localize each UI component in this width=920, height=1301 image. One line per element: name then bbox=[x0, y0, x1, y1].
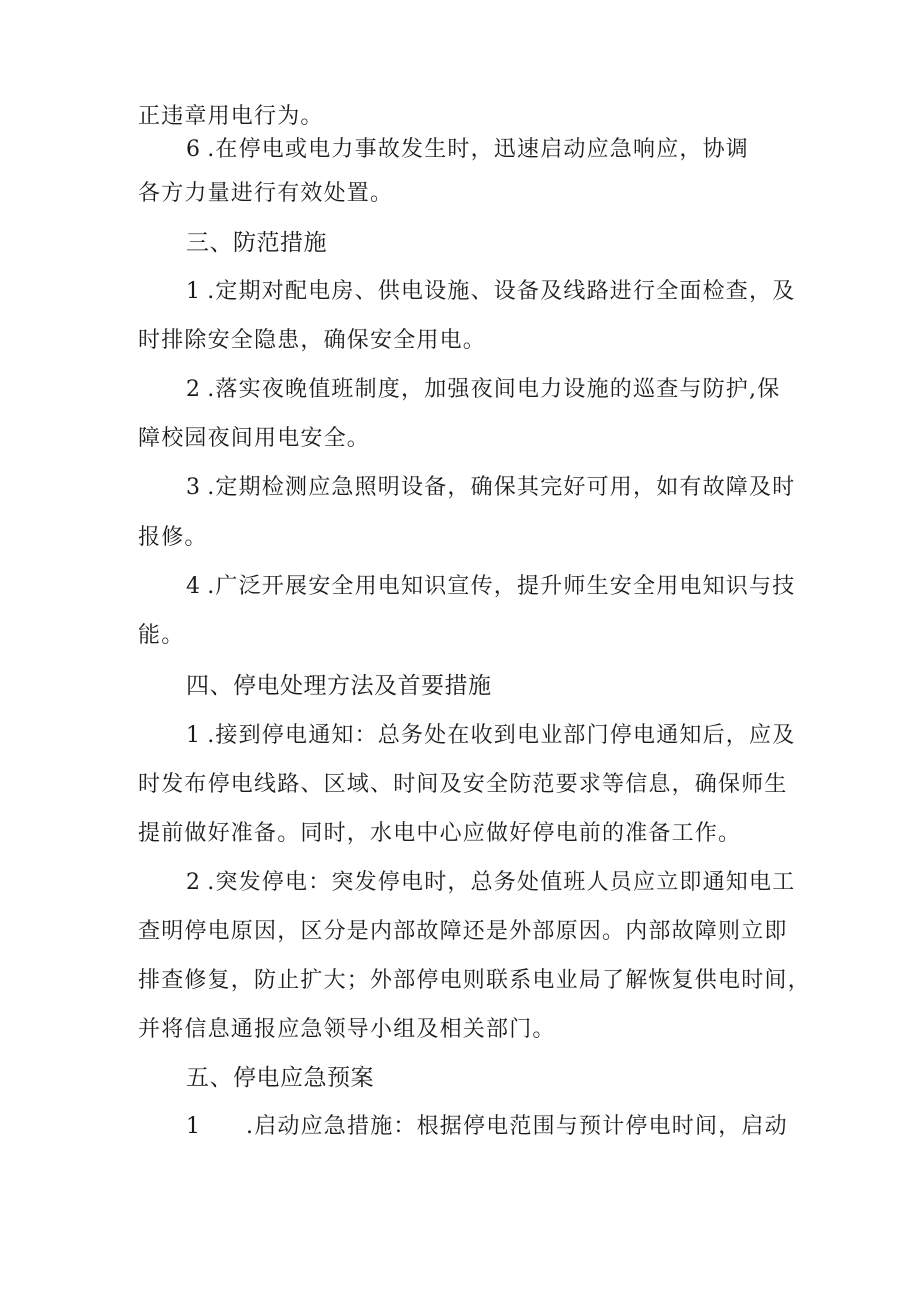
item-text: 各方力量进行有效处置。 bbox=[138, 181, 394, 206]
section-heading-3: 三、防范措施 bbox=[186, 230, 327, 256]
item-text: .定期对配电房、供电设施、设备及线路进行全面检查，及 bbox=[207, 279, 796, 304]
item-text: 报修。 bbox=[138, 525, 208, 550]
s4-item-1-line-3 bbox=[138, 820, 741, 848]
item-text: .定期检测应急照明设备，确保其完好可用，如有故障及时 bbox=[207, 475, 796, 500]
item-text: 时发布停电线路、区域、时间及安全防范要求等信息，确保师生 bbox=[138, 772, 788, 797]
item-text: .落实夜晚值班制度，加强夜间电力设施的巡查与防护,保 bbox=[207, 377, 781, 402]
s3-item-2-line-1 bbox=[186, 376, 780, 404]
item-number: 1 bbox=[186, 279, 202, 304]
s4-item-2-line-2 bbox=[138, 918, 788, 946]
s3-item-1-line-1 bbox=[186, 278, 795, 306]
item-number: 2 bbox=[186, 377, 202, 402]
s3-item-4-line-1 bbox=[186, 573, 795, 601]
paragraph-continuation bbox=[138, 103, 324, 131]
section-heading-4: 四、停电处理方法及首要措施 bbox=[186, 673, 492, 699]
s3-item-2-line-2 bbox=[138, 425, 370, 453]
s4-item-2-line-3 bbox=[138, 967, 811, 995]
item-text: .广泛开展安全用电知识宣传，提升师生安全用电知识与技 bbox=[207, 574, 796, 599]
s4-item-1-line-2 bbox=[138, 771, 788, 799]
item-text: 查明停电原因，区分是内部故障还是外部原因。内部故障则立即 bbox=[138, 919, 788, 944]
s4-item-1-line-1 bbox=[186, 722, 795, 750]
item-text: 并将信息通报应急领导小组及相关部门。 bbox=[138, 1017, 556, 1042]
item-text: 能。 bbox=[138, 623, 185, 648]
item-text: 时排除安全隐患，确保安全用电。 bbox=[138, 328, 487, 353]
item-number: 4 bbox=[186, 574, 202, 599]
item-text: 障校园夜间用电安全。 bbox=[138, 426, 371, 451]
s3-item-3-line-2 bbox=[138, 524, 208, 552]
s5-item-1-line-1 bbox=[186, 1113, 788, 1141]
s4-item-2-line-1 bbox=[186, 869, 795, 897]
list-item-6-line-1 bbox=[186, 136, 749, 164]
paragraph-text: 正违章用电行为。 bbox=[138, 104, 324, 129]
item-text: .启动应急措施：根据停电范围与预计停电时间，启动 bbox=[246, 1114, 788, 1139]
item-text: 排查修复，防止扩大；外部停电则联系电业局了解恢复供电时间， bbox=[138, 968, 811, 993]
item-number: 6 bbox=[186, 137, 202, 162]
item-number: 1 bbox=[186, 723, 202, 748]
list-item-6-line-2 bbox=[138, 180, 393, 208]
item-text: .突发停电：突发停电时，总务处值班人员应立即通知电工 bbox=[207, 870, 796, 895]
item-text: .在停电或电力事故发生时，迅速启动应急响应，协调 bbox=[207, 137, 749, 162]
item-text: 提前做好准备。同时，水电中心应做好停电前的准备工作。 bbox=[138, 821, 742, 846]
item-number: 1 bbox=[186, 1114, 202, 1139]
item-number: 2 bbox=[186, 870, 202, 895]
s3-item-1-line-2 bbox=[138, 327, 486, 355]
item-text: .接到停电通知：总务处在收到电业部门停电通知后，应及 bbox=[207, 723, 796, 748]
s3-item-4-line-2 bbox=[138, 622, 184, 650]
s4-item-2-line-4 bbox=[138, 1016, 556, 1044]
item-number: 3 bbox=[186, 475, 202, 500]
s3-item-3-line-1 bbox=[186, 474, 795, 502]
section-heading-5: 五、停电应急预案 bbox=[186, 1065, 374, 1091]
